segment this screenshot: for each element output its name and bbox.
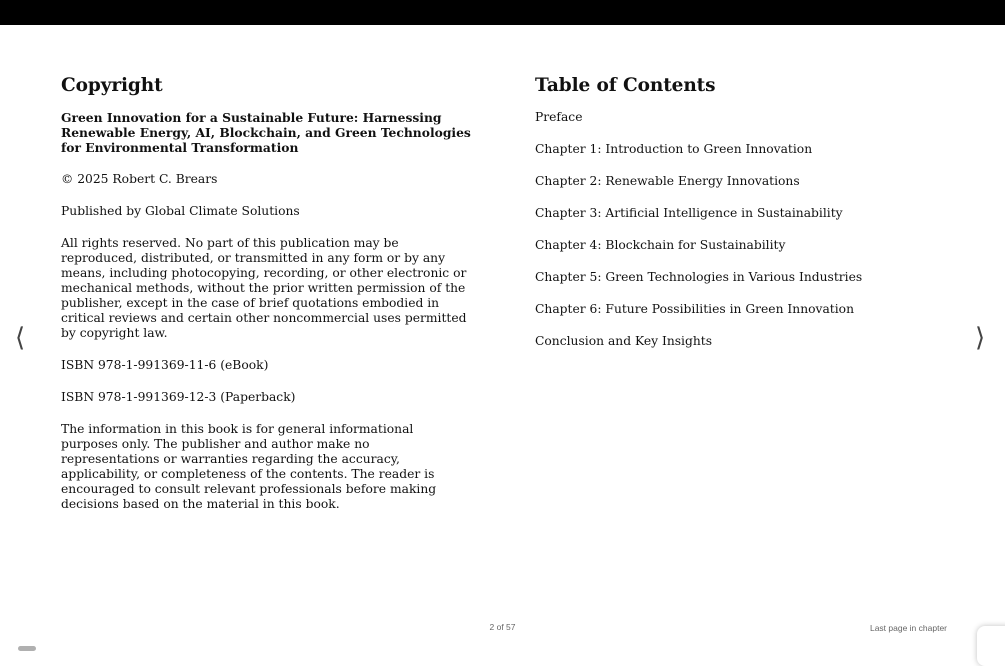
- book-title: Green Innovation for a Sustainable Future: Harnessing Renewable Energy, AI, Blockchain, and Green Technologies for Environmental Transformation: [61, 110, 471, 155]
- page-indicator-row: [0, 622, 1005, 632]
- chapter-note: Last page in chapter: [869, 623, 947, 633]
- corner-widget[interactable]: [977, 626, 1005, 666]
- toc-page: [535, 74, 945, 366]
- top-bar: [0, 0, 1005, 25]
- page-indicator: 2 of 57: [489, 622, 516, 632]
- toc-item-preface[interactable]: Preface: [535, 110, 583, 124]
- publisher-line: Published by Global Climate Solutions: [61, 204, 300, 218]
- copyright-line: © 2025 Robert C. Brears: [61, 172, 218, 186]
- scroll-handle[interactable]: [18, 646, 36, 651]
- toc-item-chapter-5[interactable]: Chapter 5: Green Technologies in Various Industries: [535, 270, 863, 284]
- toc-item-chapter-6[interactable]: Chapter 6: Future Possibilities in Green Innovation: [535, 302, 854, 316]
- next-page-icon[interactable]: ⟩: [975, 323, 986, 353]
- toc-item-chapter-1[interactable]: Chapter 1: Introduction to Green Innovation: [535, 142, 813, 156]
- toc-item-conclusion[interactable]: Conclusion and Key Insights: [535, 334, 713, 348]
- toc-item-chapter-3[interactable]: Chapter 3: Artificial Intelligence in Sustainability: [535, 206, 843, 220]
- previous-page-icon[interactable]: ⟨: [15, 323, 26, 353]
- toc-item-chapter-2[interactable]: Chapter 2: Renewable Energy Innovations: [535, 174, 800, 188]
- disclaimer: The information in this book is for general informational purposes only. The publisher and author make no representations or warranties regarding the accuracy, applicability, or completeness of the contents. The reader is encouraged to consult relevant professionals before making decisions based on the material in this book.: [61, 422, 437, 511]
- isbn-paperback: ISBN 978-1-991369-12-3 (Paperback): [61, 390, 296, 404]
- toc-title: Table of Contents: [535, 75, 716, 96]
- isbn-ebook: ISBN 978-1-991369-11-6 (eBook): [61, 358, 269, 372]
- toc-item-chapter-4[interactable]: Chapter 4: Blockchain for Sustainability: [535, 238, 786, 252]
- page-title: Copyright: [61, 75, 163, 96]
- rights-text: All rights reserved. No part of this publication may be reproduced, distributed, or transmitted in any form or by any means, including photocopying, recording, or other electronic or mechanical methods, without the prior written permission of the publisher, except in the case of brief quotations embodied in critical reviews and certain other noncommercial uses permitted by copyright law.: [61, 236, 467, 340]
- copyright-page: [61, 74, 471, 529]
